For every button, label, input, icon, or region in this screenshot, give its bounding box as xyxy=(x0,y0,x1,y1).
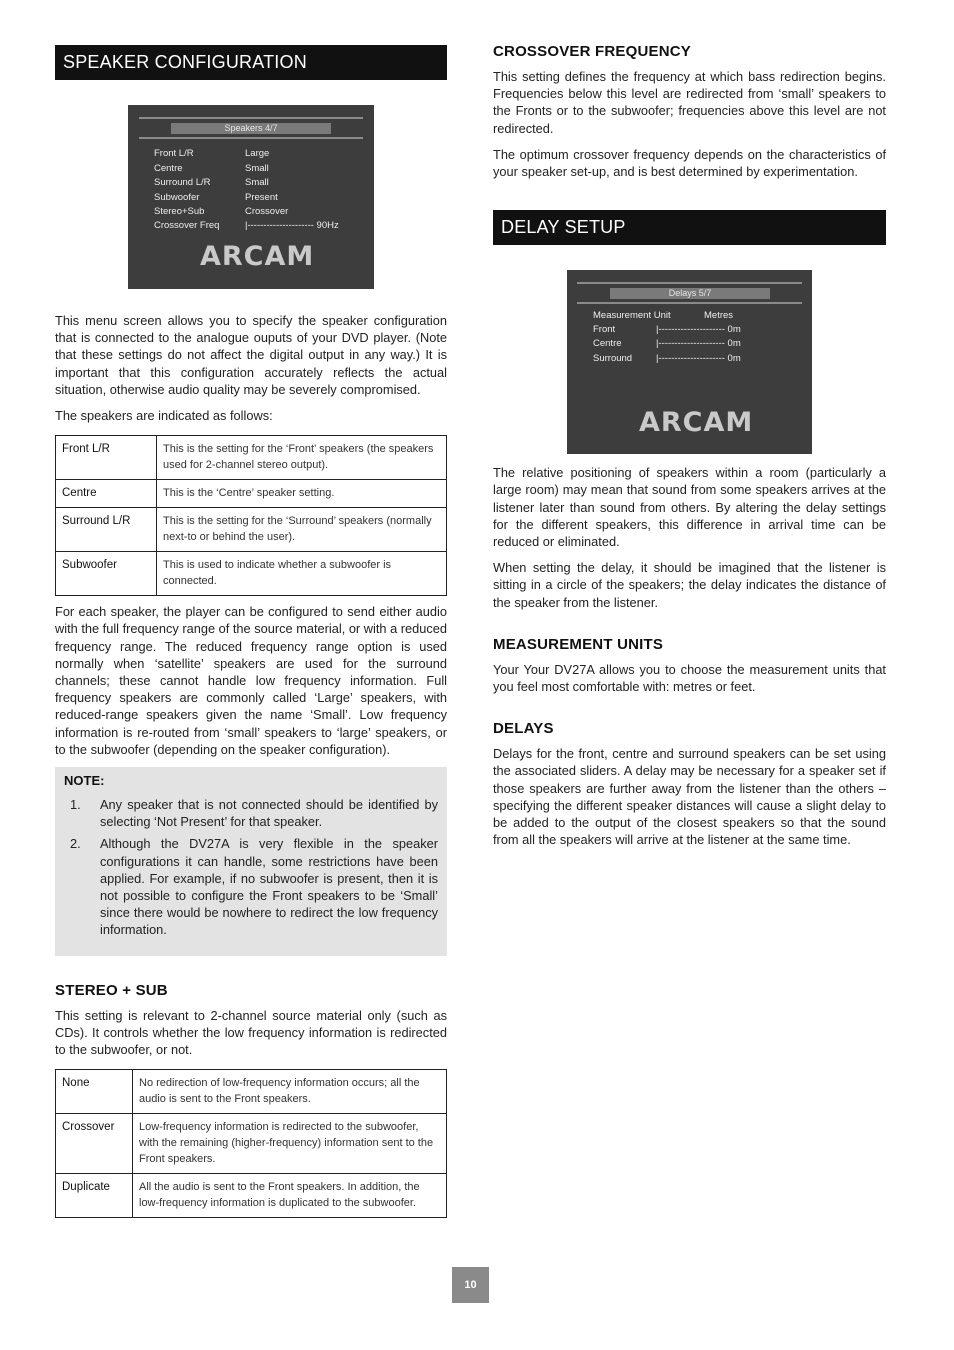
note-title: NOTE: xyxy=(64,773,105,789)
table-key: Front L/R xyxy=(56,436,157,480)
table-row xyxy=(56,508,447,552)
menu-value: Present xyxy=(245,192,278,203)
page-number: 10 xyxy=(452,1267,489,1303)
speakers-table xyxy=(55,435,447,596)
table-key: None xyxy=(56,1070,133,1114)
delay-slider: |--------------------- 0m xyxy=(656,353,741,365)
paragraph: When setting the delay, it should be imagined that the listener is sitting in a circle of the speakers; the delay indicates the distance of the speaker from the listener. xyxy=(493,560,886,610)
arcam-logo: ARCAM xyxy=(200,241,315,272)
menu-value: Small xyxy=(245,163,269,174)
table-key: Crossover xyxy=(56,1114,133,1174)
stereo-sub-table xyxy=(55,1069,447,1218)
left-column xyxy=(55,45,447,1218)
menu-label: Front xyxy=(593,324,616,336)
speakers-menu-screen xyxy=(128,105,374,289)
table-row xyxy=(56,1114,447,1174)
table-desc: This is used to indicate whether a subwoofer is connected. xyxy=(157,552,447,596)
menu-value: Crossover xyxy=(245,206,289,217)
right-column xyxy=(493,40,886,857)
paragraph: Your Your DV27A allows you to choose the measurement units that you feel most comfortable with: metres or feet. xyxy=(493,661,886,695)
menu-label: Surround xyxy=(593,353,633,365)
speaker-configuration-heading: SPEAKER CONFIGURATION xyxy=(55,45,447,80)
table-desc: No redirection of low-frequency information occurs; all the audio is sent to the Front speakers. xyxy=(133,1070,447,1114)
menu-value: Small xyxy=(245,177,269,188)
delay-slider: |--------------------- 0m xyxy=(656,338,741,350)
paragraph: This setting defines the frequency at which bass redirection begins. Frequencies below this level are redirected from ‘small’ speakers to the Fronts or to the subwoofer; frequencies above this level are not redirected. xyxy=(493,69,886,136)
list-text: Any speaker that is not connected should be identified by selecting ‘Not Present’ for that speaker. xyxy=(100,797,438,830)
menu-label: Measurement Unit xyxy=(593,310,671,322)
table-desc: This is the setting for the ‘Front’ speakers (the speakers used for 2-channel stereo output). xyxy=(157,436,447,480)
menu-label: Front L/R xyxy=(154,148,194,159)
delay-slider: |--------------------- 0m xyxy=(656,324,741,336)
table-row xyxy=(56,552,447,596)
table-key: Duplicate xyxy=(56,1174,133,1218)
list-item xyxy=(64,796,438,830)
note-list xyxy=(64,796,438,939)
table-row xyxy=(56,1174,447,1218)
menu-label: Surround L/R xyxy=(154,177,211,188)
menu-label: Subwoofer xyxy=(154,192,200,203)
delays-menu-title: Delays 5/7 xyxy=(610,288,770,299)
note-box xyxy=(55,767,447,956)
menu-value: Large xyxy=(245,148,270,159)
paragraph: Delays for the front, centre and surround speakers can be set using the associated sliders. A delay may be necessary for a speaker set if those speakers are further away from the listener than the others – specifying the different speaker distances will cause a slight delay to be added to the output of the closest speakers so that the sound from all the speakers will arrive at the listener at the same time. xyxy=(493,746,886,848)
table-row xyxy=(56,1070,447,1114)
crossover-frequency-heading: CROSSOVER FREQUENCY xyxy=(493,43,691,60)
table-key: Surround L/R xyxy=(56,508,157,552)
list-item xyxy=(64,835,438,938)
list-number: 1. xyxy=(70,797,81,813)
table-row xyxy=(56,436,447,480)
delays-heading: DELAYS xyxy=(493,720,554,738)
table-desc: Low-frequency information is redirected to the subwoofer, with the remaining (higher-frequency) information sent to the Front speakers. xyxy=(133,1114,447,1174)
table-desc: This is the ‘Centre’ speaker setting. xyxy=(157,480,447,508)
arcam-logo: ARCAM xyxy=(639,407,754,439)
paragraph: The optimum crossover frequency depends on the characteristics of your speaker set-up, and is best determined by experimentation. xyxy=(493,146,886,180)
list-text: Although the DV27A is very flexible in the speaker configurations it can handle, some restrictions have been applied. For example, if no subwoofer is present, then it is not possible to configure the Front speakers to be ‘Small’ since there would be nowhere to redirect the low frequency information. xyxy=(100,836,438,938)
table-key: Subwoofer xyxy=(56,552,157,596)
stereo-sub-heading: STEREO + SUB xyxy=(55,981,168,999)
menu-label: Stereo+Sub xyxy=(154,206,205,217)
list-number: 2. xyxy=(70,836,81,852)
table-desc: This is the setting for the ‘Surround’ speakers (normally next-to or behind the user). xyxy=(157,508,447,552)
menu-label: Crossover Freq xyxy=(154,220,220,231)
table-desc: All the audio is sent to the Front speakers. In addition, the low-frequency information is duplicated to the subwoofer. xyxy=(133,1174,447,1218)
paragraph: The speakers are indicated as follows: xyxy=(55,408,273,424)
paragraph: The relative positioning of speakers within a room (particularly a large room) may mean that sound from some speakers arrives at the listener later than sound from others. By altering the delay settings for the different speakers, this difference in arrival time can be reduced or eliminated. xyxy=(493,465,886,550)
crossover-slider: |--------------------- 90Hz xyxy=(245,220,339,231)
delays-menu-screen xyxy=(567,270,812,454)
paragraph: This setting is relevant to 2-channel source material only (such as CDs). It controls whether the low frequency information is redirected to the subwoofer, or not. xyxy=(55,1007,447,1058)
table-row xyxy=(56,480,447,508)
table-key: Centre xyxy=(56,480,157,508)
menu-label: Centre xyxy=(593,338,622,350)
menu-label: Centre xyxy=(154,163,183,174)
speakers-menu-title: Speakers 4/7 xyxy=(171,123,331,134)
paragraph: For each speaker, the player can be configured to send either audio with the full frequency range of the source material, or with a reduced frequency range. The reduced frequency range option is used normally when ‘satellite’ speakers are used for the surround channels; these cannot handle low frequency information. Full frequency speakers are commonly called ‘Large’ speakers, with reduced-range speakers given the name ‘Small’. Low frequency information is re-routed from ‘small’ speakers to ‘large’ speakers, or to the subwoofer (depending on the speaker configuration). xyxy=(55,604,447,757)
delay-setup-heading: DELAY SETUP xyxy=(493,210,886,245)
paragraph: This menu screen allows you to specify the speaker configuration that is connected to the analogue ouputs of your DVD player. (Note that these settings do not affect the digital output in any way.) It is important that this configuration accurately reflects the actual situation, otherwise audio quality may be severely compromised. xyxy=(55,313,447,397)
measurement-units-heading: MEASUREMENT UNITS xyxy=(493,635,664,653)
menu-value: Metres xyxy=(704,310,734,322)
